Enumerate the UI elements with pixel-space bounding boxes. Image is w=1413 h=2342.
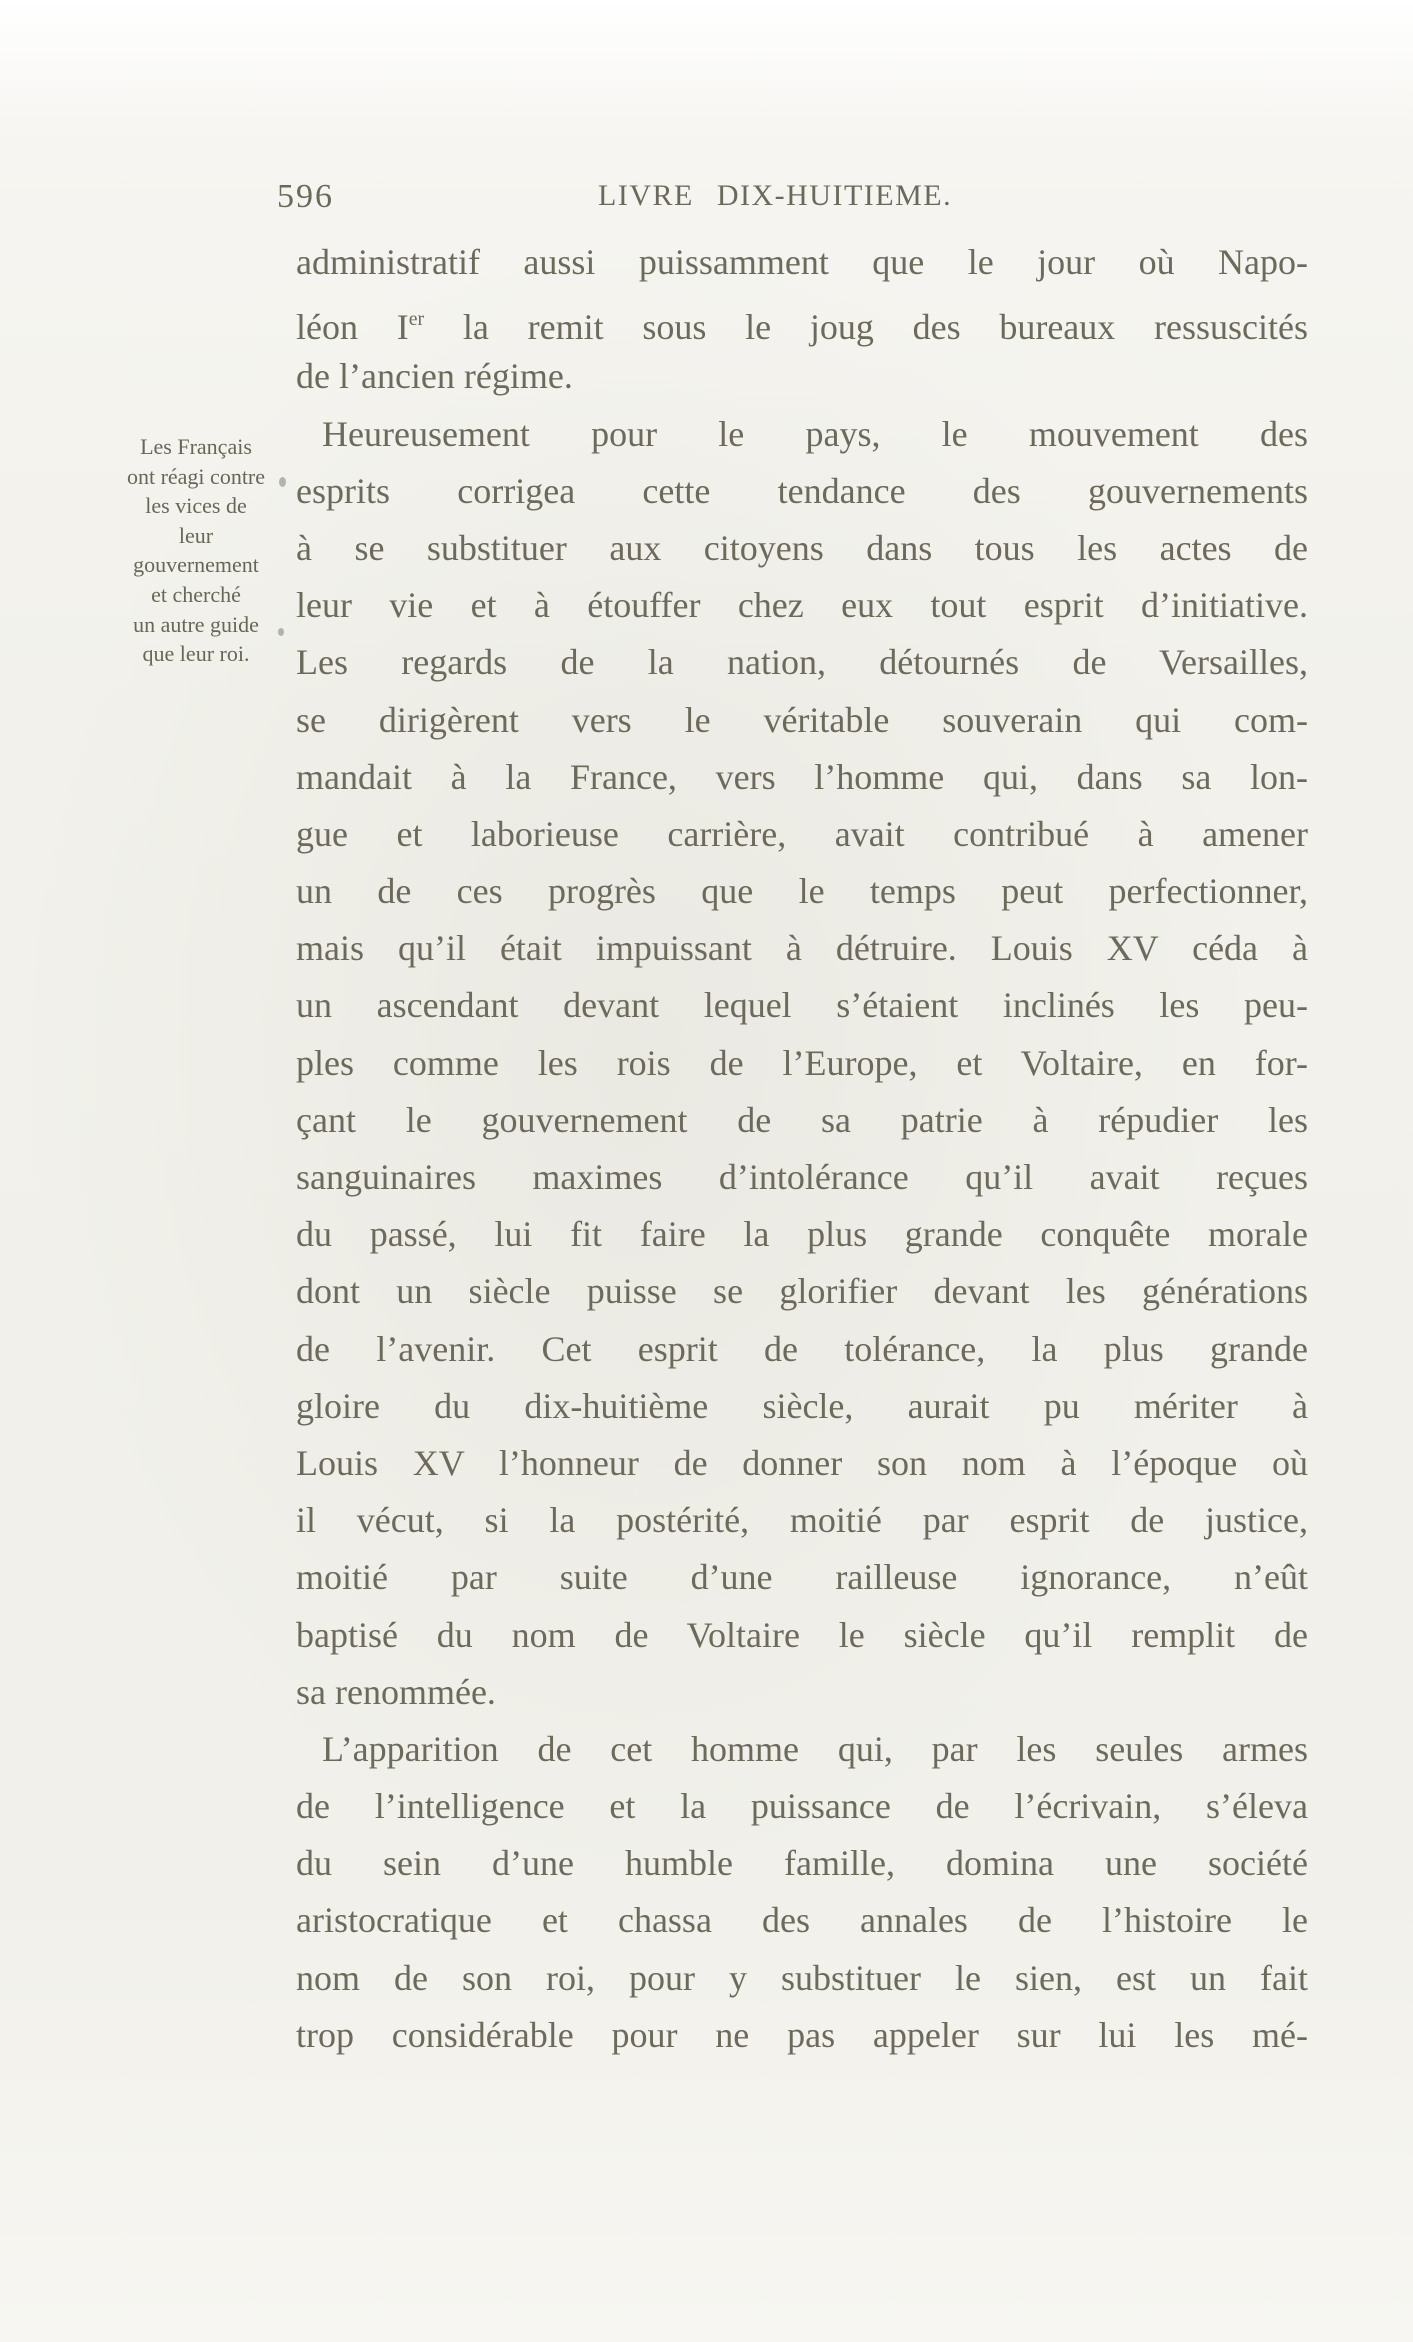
- body-line: Les regards de la nation, détournés de Versailles,: [296, 642, 1308, 683]
- body-line: mais qu’il était impuissant à détruire. Louis XV céda à: [296, 928, 1308, 969]
- body-line: un de ces progrès que le temps peut perfectionner,: [296, 871, 1308, 912]
- body-line: du sein d’une humble famille, domina une société: [296, 1843, 1308, 1884]
- body-line: du passé, lui fit faire la plus grande conquête morale: [296, 1214, 1308, 1255]
- margin-note-line: que leur roi.: [142, 641, 250, 667]
- body-line: administratif aussi puissamment que le jour où Napo-: [296, 242, 1308, 282]
- scan-speck: [279, 477, 286, 487]
- body-line: de l’ancien régime.: [296, 356, 573, 397]
- body-line: léon Ier la remit sous le joug des bureaux ressuscités: [296, 307, 1308, 348]
- body-line: esprits corrigea cette tendance des gouvernements: [296, 470, 1308, 511]
- body-line: moitié par suite d’une railleuse ignorance, n’eût: [296, 1557, 1308, 1598]
- body-line: gue et laborieuse carrière, avait contribué à amener: [296, 813, 1308, 854]
- body-line: sanguinaires maximes d’intolérance qu’il avait reçues: [296, 1157, 1308, 1197]
- margin-note-line: les vices de: [145, 493, 247, 519]
- body-line: dont un siècle puisse se glorifier devant les générations: [296, 1271, 1308, 1312]
- body-line: sa renommée.: [296, 1671, 496, 1712]
- body-line: trop considérable pour ne pas appeler sur lui les mé-: [296, 2014, 1308, 2055]
- margin-note: [98, 432, 294, 669]
- body-line: de l’intelligence et la puissance de l’écrivain, s’éleva: [296, 1786, 1308, 1827]
- body-line: ples comme les rois de l’Europe, et Voltaire, en for-: [296, 1042, 1308, 1083]
- body-line: Louis XV l’honneur de donner son nom à l’époque où: [296, 1442, 1308, 1483]
- body-text: [296, 234, 1308, 2064]
- body-line: nom de son roi, pour y substituer le sien, est un fait: [296, 1957, 1308, 1998]
- margin-note-line: leur: [178, 522, 214, 548]
- body-line: mandait à la France, vers l’homme qui, dans sa lon-: [296, 756, 1308, 797]
- body-line: se dirigèrent vers le véritable souverain qui com-: [296, 699, 1308, 740]
- margin-note-line: Les Français: [140, 434, 252, 459]
- body-line: baptisé du nom de Voltaire le siècle qu’il remplit de: [296, 1614, 1308, 1655]
- body-line: gloire du dix-huitième siècle, aurait pu mériter à: [296, 1385, 1308, 1426]
- margin-note-line: et cherché: [151, 581, 241, 607]
- scan-speck: [278, 628, 284, 636]
- margin-note-line: un autre guide: [133, 611, 259, 637]
- body-line: de l’avenir. Cet esprit de tolérance, la plus grande: [296, 1328, 1308, 1369]
- running-title: LIVRE DIX-HUITIEME.: [598, 179, 953, 212]
- body-line: leur vie et à étouffer chez eux tout esprit d’initiative.: [296, 585, 1308, 626]
- body-line: il vécut, si la postérité, moitié par esprit de justice,: [296, 1500, 1308, 1541]
- body-line: L’apparition de cet homme qui, par les seules armes: [322, 1728, 1308, 1769]
- margin-note-line: ont réagi contre: [126, 463, 266, 489]
- body-line: Heureusement pour le pays, le mouvement des: [322, 413, 1308, 454]
- page-number: 596: [277, 178, 334, 215]
- body-line: à se substituer aux citoyens dans tous les actes de: [296, 527, 1308, 568]
- margin-note-line: gouvernement: [133, 552, 259, 578]
- body-line: un ascendant devant lequel s’étaient inclinés les peu-: [296, 985, 1308, 1026]
- body-line: çant le gouvernement de sa patrie à répudier les: [296, 1099, 1308, 1140]
- body-line: aristocratique et chassa des annales de l’histoire le: [296, 1900, 1308, 1941]
